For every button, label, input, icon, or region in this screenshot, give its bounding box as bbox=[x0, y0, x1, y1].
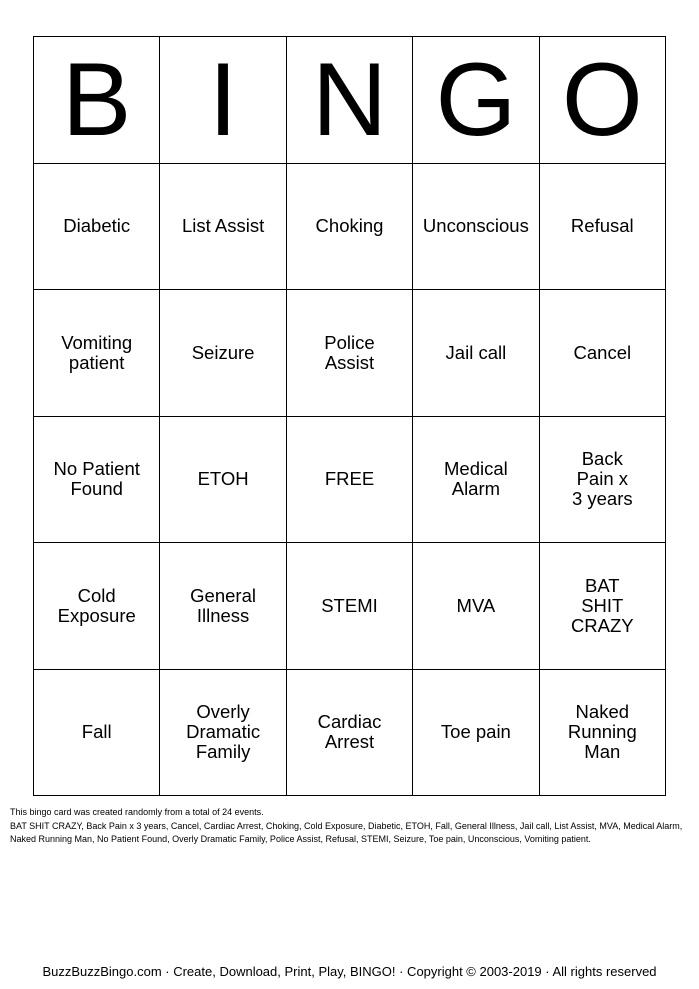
header-letter: O bbox=[561, 41, 643, 158]
bingo-square bbox=[160, 164, 286, 291]
square-label: Fall bbox=[81, 721, 112, 743]
square-label: Jail call bbox=[445, 341, 507, 363]
square-label: STEMI bbox=[321, 594, 378, 616]
header-letter: B bbox=[62, 41, 132, 158]
header-letter: N bbox=[311, 41, 388, 158]
info-event-list: BAT SHIT CRAZY, Back Pain x 3 years, Cancel, Cardiac Arrest, Choking, Cold Exposure, Diabetic, ETOH, Fall, General Illness, Jail call, List Assist, MVA, Medical Alarm, Naked Running Man, No Patient Found, Overly Dramatic Family, Police Assist, Refusal, STEMI, Seizure, Toe pain, Unconscious, Vomiting patient. bbox=[10, 820, 683, 844]
bingo-square bbox=[34, 417, 160, 544]
square-label: BAT SHIT CRAZY bbox=[570, 574, 634, 636]
square-label: List Assist bbox=[181, 215, 265, 237]
bingo-square bbox=[413, 670, 539, 797]
header-cell-n bbox=[287, 37, 413, 164]
square-label: Naked Running Man bbox=[567, 701, 637, 763]
square-label: Cardiac Arrest bbox=[317, 711, 382, 753]
square-label: MVA bbox=[456, 594, 496, 616]
bingo-square bbox=[540, 290, 666, 417]
bingo-square bbox=[413, 164, 539, 291]
square-label: Vomiting patient bbox=[61, 331, 133, 373]
bingo-square bbox=[540, 164, 666, 291]
square-label: Police Assist bbox=[324, 331, 375, 373]
header-letter: G bbox=[435, 41, 517, 158]
bingo-square bbox=[287, 543, 413, 670]
bingo-square bbox=[413, 290, 539, 417]
square-label: Seizure bbox=[191, 341, 255, 363]
header-letter: I bbox=[208, 41, 238, 158]
bingo-square bbox=[287, 164, 413, 291]
bingo-square bbox=[540, 670, 666, 797]
square-label: Choking bbox=[315, 215, 384, 237]
bingo-square bbox=[34, 290, 160, 417]
square-label: General Illness bbox=[190, 584, 256, 626]
info-summary: This bingo card was created randomly from a total of 24 events. bbox=[10, 807, 264, 817]
bingo-square bbox=[287, 670, 413, 797]
square-label: Medical Alarm bbox=[444, 458, 508, 500]
square-label: Toe pain bbox=[440, 721, 511, 743]
header-cell-o bbox=[540, 37, 666, 164]
square-label: Overly Dramatic Family bbox=[186, 701, 261, 763]
bingo-square bbox=[34, 164, 160, 291]
bingo-square bbox=[160, 670, 286, 797]
square-label: Cancel bbox=[573, 341, 632, 363]
bingo-square bbox=[160, 417, 286, 544]
square-label: Cold Exposure bbox=[57, 584, 136, 626]
bingo-card bbox=[33, 36, 666, 796]
bingo-square bbox=[540, 417, 666, 544]
bingo-square bbox=[413, 417, 539, 544]
square-label: Diabetic bbox=[63, 215, 131, 237]
bingo-square bbox=[413, 543, 539, 670]
bingo-square bbox=[34, 670, 160, 797]
bingo-square bbox=[34, 543, 160, 670]
card-info bbox=[10, 806, 690, 847]
header-cell-i bbox=[160, 37, 286, 164]
bingo-square bbox=[540, 543, 666, 670]
square-label: FREE bbox=[324, 468, 375, 490]
header-cell-g bbox=[413, 37, 539, 164]
square-label: ETOH bbox=[197, 468, 249, 490]
square-label: No Patient Found bbox=[53, 458, 140, 500]
bingo-square bbox=[287, 290, 413, 417]
header-cell-b bbox=[34, 37, 160, 164]
square-label: Unconscious bbox=[422, 215, 529, 237]
square-label: Refusal bbox=[570, 215, 634, 237]
free-square bbox=[287, 417, 413, 544]
bingo-square bbox=[160, 543, 286, 670]
square-label: Back Pain x 3 years bbox=[571, 448, 633, 510]
bingo-square bbox=[160, 290, 286, 417]
page-footer: BuzzBuzzBingo.com · Create, Download, Print, Play, BINGO! · Copyright © 2003-2019 · All rights reserved bbox=[42, 964, 657, 979]
